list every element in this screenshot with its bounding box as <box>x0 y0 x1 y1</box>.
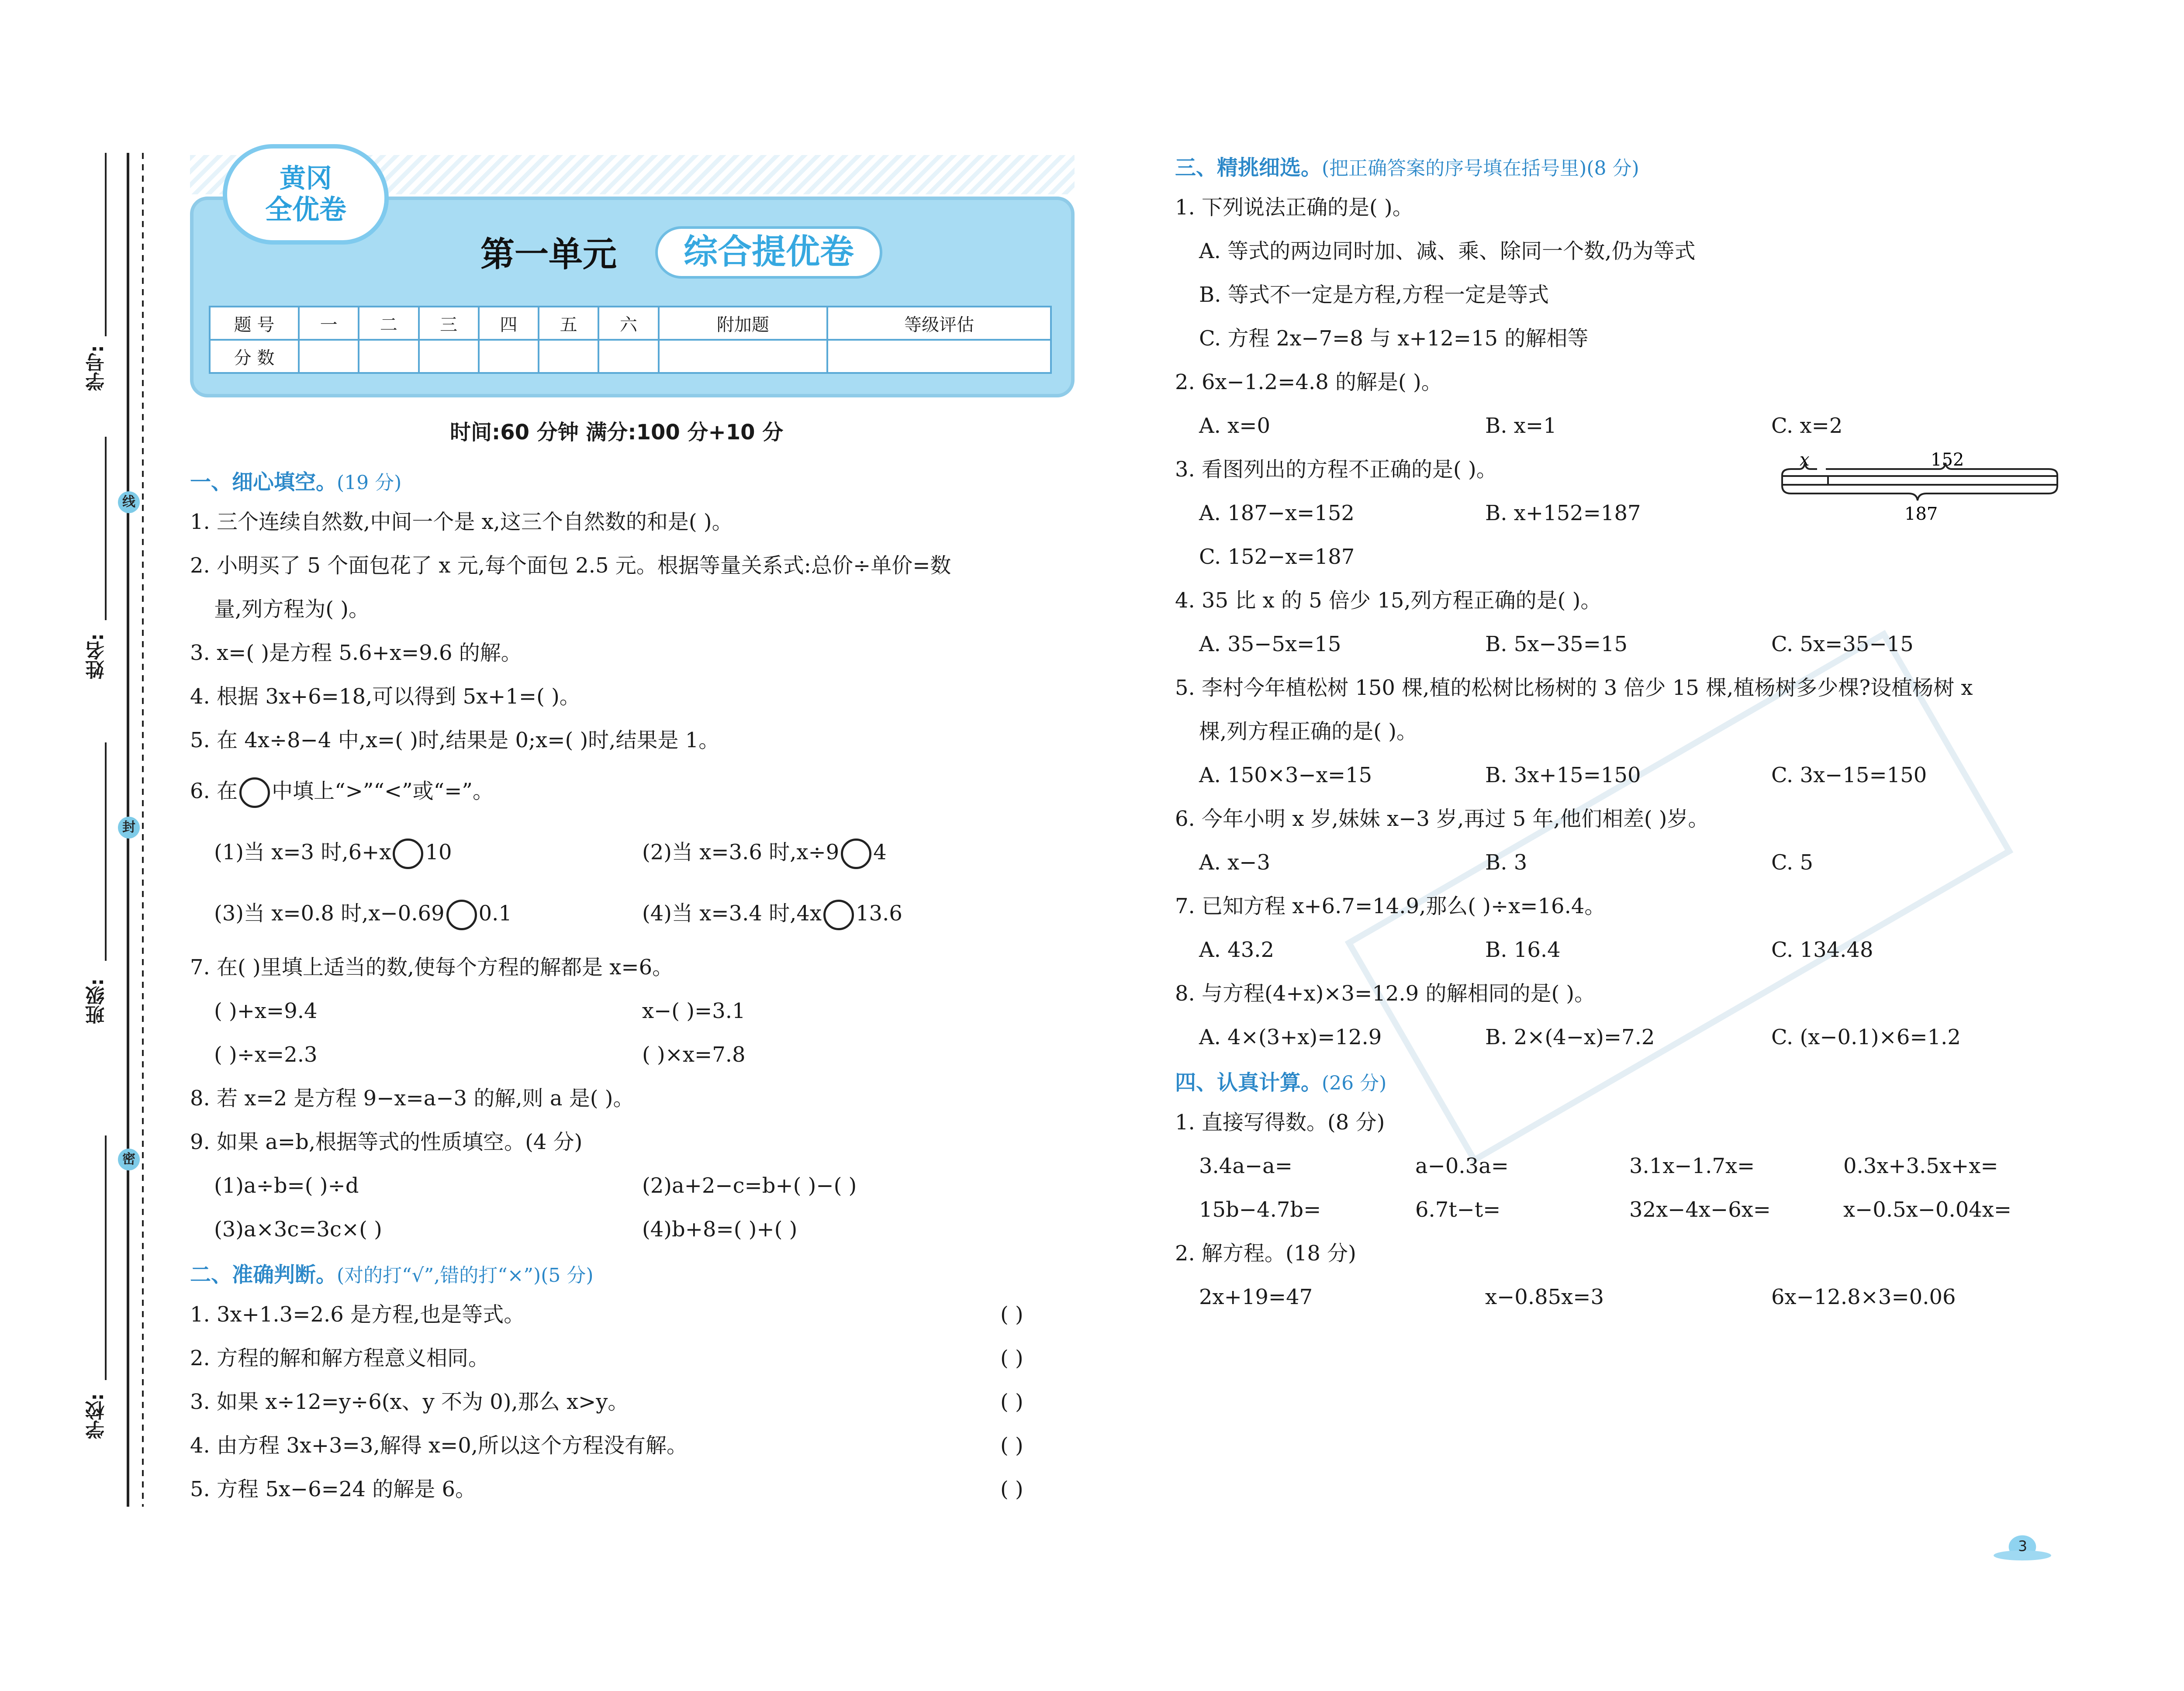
s4-q1-item: 3.4a−a= <box>1199 1154 1293 1178</box>
s2-answer-bracket[interactable]: ( ) <box>1000 1477 1023 1501</box>
s3-q4: 4. 35 比 x 的 5 倍少 15,列方程正确的是( )。 <box>1175 588 1602 613</box>
s2-answer-bracket[interactable]: ( ) <box>1000 1390 1023 1414</box>
student-number-label: 学号: <box>86 345 108 391</box>
school-label: 学校: <box>86 1393 108 1439</box>
s1-q6-1-text: (1)当 x=3 时,6+x <box>214 840 391 865</box>
s3-q3: 3. 看图列出的方程不正确的是( )。 <box>1175 457 1497 482</box>
s3-q3-opt: B. x+152=187 <box>1485 501 1641 525</box>
seal-mi: 密 <box>118 1149 140 1170</box>
s1-q3: 3. x=( )是方程 5.6+x=9.6 的解。 <box>190 641 522 665</box>
s1-q7: 7. 在( )里填上适当的数,使每个方程的解都是 x=6。 <box>190 955 674 980</box>
s3-q3-opt: A. 187−x=152 <box>1199 501 1355 525</box>
seal-line: 线 <box>118 491 140 513</box>
s1-q9-2: (2)a+2−c=b+( )−( ) <box>642 1173 857 1198</box>
s3-q2: 2. 6x−1.2=4.8 的解是( )。 <box>1175 370 1442 394</box>
s1-q6-4-value: 13.6 <box>856 901 902 926</box>
s1-q7-2: x−( )=3.1 <box>642 999 746 1023</box>
s3-q8-opt: B. 2×(4−x)=7.2 <box>1485 1025 1655 1049</box>
section3-note: (把正确答案的序号填在括号里)(8 分) <box>1322 157 1639 179</box>
section2-title <box>190 1258 594 1288</box>
s3-q3-opt: C. 152−x=187 <box>1199 545 1355 569</box>
name-line <box>105 437 107 620</box>
score-cell[interactable] <box>479 340 539 373</box>
section3-title <box>1175 151 1639 181</box>
s3-q8: 8. 与方程(4+x)×3=12.9 的解相同的是( )。 <box>1175 981 1596 1006</box>
section2-note: (对的打“√”,错的打“×”)(5 分) <box>337 1264 594 1287</box>
section1-title <box>190 465 401 495</box>
s2-item: 4. 由方程 3x+3=3,解得 x=0,所以这个方程没有解。 <box>190 1433 688 1458</box>
student-number-line <box>105 153 107 336</box>
score-header-cell: 四 <box>479 307 539 340</box>
score-cell[interactable] <box>539 340 598 373</box>
s1-q6-4 <box>642 900 902 930</box>
s4-q2-item: 2x+19=47 <box>1199 1285 1313 1309</box>
section4-title <box>1175 1066 1386 1096</box>
s4-q2-item: x−0.85x=3 <box>1485 1285 1604 1309</box>
score-cell[interactable] <box>359 340 418 373</box>
s3-q6: 6. 今年小明 x 岁,妹妹 x−3 岁,再过 5 年,他们相差( )岁。 <box>1175 807 1709 831</box>
section1-note: (19 分) <box>337 472 402 494</box>
s3-q4-opt: B. 5x−35=15 <box>1485 632 1628 656</box>
s2-answer-bracket[interactable]: ( ) <box>1000 1433 1023 1458</box>
s4-q2: 2. 解方程。(18 分) <box>1175 1241 1356 1266</box>
s2-answer-bracket[interactable]: ( ) <box>1000 1346 1023 1370</box>
s3-q7-opt: A. 43.2 <box>1199 938 1275 962</box>
section2-heading: 二、准确判断。 <box>190 1263 337 1287</box>
s3-q6-opt: B. 3 <box>1485 850 1527 875</box>
s3-q5a: 5. 李村今年植松树 150 棵,植的松树比杨树的 3 倍少 15 棵,植杨树多少棵?设植杨树 x <box>1175 676 1973 700</box>
s4-q1-item: 6.7t−t= <box>1415 1198 1501 1222</box>
s3-q5-opt: A. 150×3−x=15 <box>1199 763 1372 787</box>
s2-item: 1. 3x+1.3=2.6 是方程,也是等式。 <box>190 1302 525 1327</box>
s1-q9-4: (4)b+8=( )+( ) <box>642 1217 798 1242</box>
score-header-cell: 等级评估 <box>827 307 1051 340</box>
s1-q6-2-text: (2)当 x=3.6 时,x÷9 <box>642 840 840 865</box>
class-label: 班级: <box>86 978 108 1025</box>
score-value-row <box>210 340 1051 373</box>
s1-q7-3: ( )÷x=2.3 <box>214 1042 318 1067</box>
score-row-label: 分 数 <box>210 340 299 373</box>
diagram-bottom-label: 187 <box>1904 504 1938 524</box>
diagram-bar <box>1782 476 2057 485</box>
s3-q8-opt: A. 4×(3+x)=12.9 <box>1199 1025 1382 1049</box>
s4-q1-item: 0.3x+3.5x+x= <box>1843 1154 1998 1178</box>
s1-q7-1: ( )+x=9.4 <box>214 999 318 1023</box>
section4-heading: 四、认真计算。 <box>1175 1070 1322 1095</box>
s4-q1-item: a−0.3a= <box>1415 1154 1509 1178</box>
diagram-x-label: x <box>1800 450 1810 470</box>
answer-circle-icon[interactable] <box>841 839 871 869</box>
s1-q6-pre: 6. 在 <box>190 779 238 804</box>
s2-item: 2. 方程的解和解方程意义相同。 <box>190 1346 490 1370</box>
score-cell[interactable] <box>827 340 1051 373</box>
s2-item: 3. 如果 x÷12=y÷6(x、y 不为 0),那么 x>y。 <box>190 1390 629 1414</box>
s2-item: 5. 方程 5x−6=24 的解是 6。 <box>190 1477 477 1501</box>
s4-q1-item: 32x−4x−6x= <box>1629 1198 1771 1222</box>
score-cell[interactable] <box>419 340 479 373</box>
s3-q2-opt: C. x=2 <box>1771 414 1843 438</box>
s3-q1-c: C. 方程 2x−7=8 与 x+12=15 的解相等 <box>1199 326 1589 351</box>
s1-q6-3 <box>214 900 512 930</box>
brand-logo <box>223 144 389 245</box>
logo-line2: 全优卷 <box>265 193 346 225</box>
paper-type-badge: 综合提优卷 <box>655 226 882 279</box>
score-cell[interactable] <box>598 340 658 373</box>
s1-q8: 8. 若 x=2 是方程 9−x=a−3 的解,则 a 是( )。 <box>190 1086 634 1111</box>
s1-q6-3-text: (3)当 x=0.8 时,x−0.69 <box>214 901 445 926</box>
score-header-cell: 五 <box>539 307 598 340</box>
binding-line-dashed <box>142 153 144 1507</box>
score-header-cell: 一 <box>299 307 359 340</box>
answer-circle-icon[interactable] <box>393 839 423 869</box>
s4-q1-item: x−0.5x−0.04x= <box>1843 1198 2012 1222</box>
s3-q6-opt: C. 5 <box>1771 850 1814 875</box>
s1-q6-2-value: 4 <box>873 840 887 865</box>
s3-q4-opt: A. 35−5x=15 <box>1199 632 1341 656</box>
s1-q6-1-value: 10 <box>425 840 452 865</box>
section4-note: (26 分) <box>1322 1072 1387 1094</box>
s4-q2-item: 6x−12.8×3=0.06 <box>1771 1285 1956 1309</box>
s3-q1-b: B. 等式不一定是方程,方程一定是等式 <box>1199 283 1549 307</box>
diagram-top-label: 152 <box>1931 450 1964 470</box>
s3-q4-opt: C. 5x=35−15 <box>1771 632 1914 656</box>
s4-q1-item: 3.1x−1.7x= <box>1629 1154 1755 1178</box>
s1-q6-3-value: 0.1 <box>478 901 512 926</box>
score-header-cell: 附加题 <box>659 307 828 340</box>
s3-q6-opt: A. x−3 <box>1199 850 1271 875</box>
s3-q2-opt: B. x=1 <box>1485 414 1557 438</box>
answer-circle-icon[interactable] <box>446 900 477 930</box>
s3-q7-opt: C. 134.48 <box>1771 938 1873 962</box>
s3-q7: 7. 已知方程 x+6.7=14.9,那么( )÷x=16.4。 <box>1175 894 1606 918</box>
page-number: 3 <box>2018 1537 2028 1555</box>
score-header-cell: 二 <box>359 307 418 340</box>
s1-q6-4-text: (4)当 x=3.4 时,4x <box>642 901 822 926</box>
score-cell[interactable] <box>659 340 828 373</box>
s1-q2b: 量,列方程为( )。 <box>214 597 370 621</box>
s1-q6-2 <box>642 839 887 869</box>
s2-answer-bracket[interactable]: ( ) <box>1000 1302 1023 1327</box>
s1-q9-1: (1)a÷b=( )÷d <box>214 1173 359 1198</box>
class-line <box>105 742 107 961</box>
time-info: 时间:60 分钟 满分:100 分+10 分 <box>450 420 784 445</box>
unit-title: 第一单元 <box>480 235 617 274</box>
s1-q9-3: (3)a×3c=3c×( ) <box>214 1217 382 1242</box>
s3-q7-opt: B. 16.4 <box>1485 938 1561 962</box>
score-header-cell: 六 <box>598 307 658 340</box>
s3-q8-opt: C. (x−0.1)×6=1.2 <box>1771 1025 1961 1049</box>
s1-q1: 1. 三个连续自然数,中间一个是 x,这三个自然数的和是( )。 <box>190 510 733 534</box>
line-segment-diagram <box>1773 450 2070 528</box>
score-header-cell: 三 <box>419 307 479 340</box>
page-number-badge <box>1992 1533 2053 1572</box>
s3-q5-opt: B. 3x+15=150 <box>1485 763 1641 787</box>
s1-q2a: 2. 小明买了 5 个面包花了 x 元,每个面包 2.5 元。根据等量关系式:总价÷单价=数 <box>190 553 951 578</box>
s1-q4: 4. 根据 3x+6=18,可以得到 5x+1=( )。 <box>190 684 581 709</box>
s3-q1: 1. 下列说法正确的是( )。 <box>1175 195 1413 220</box>
s1-q7-4: ( )×x=7.8 <box>642 1042 746 1067</box>
s3-q2-opt: A. x=0 <box>1199 414 1271 438</box>
s1-q6 <box>190 777 494 808</box>
score-header-cell: 题 号 <box>210 307 299 340</box>
s1-q5: 5. 在 4x÷8−4 中,x=( )时,结果是 0;x=( )时,结果是 1。 <box>190 728 720 752</box>
score-table <box>209 306 1052 374</box>
answer-circle-icon <box>239 777 270 808</box>
s1-q6-1 <box>214 839 452 869</box>
school-line <box>105 1135 107 1380</box>
s1-q6-post: 中填上“>”“<”或“=”。 <box>272 779 494 804</box>
name-label: 姓名: <box>86 633 108 680</box>
s3-q1-a: A. 等式的两边同时加、减、乘、除同一个数,仍为等式 <box>1199 239 1696 263</box>
s3-q5b: 棵,列方程正确的是( )。 <box>1199 719 1417 744</box>
s1-q9: 9. 如果 a=b,根据等式的性质填空。(4 分) <box>190 1130 583 1154</box>
diagram-bottom-brace <box>1782 486 2057 500</box>
seal-feng: 封 <box>118 817 140 839</box>
score-header-row <box>210 307 1051 340</box>
section1-heading: 一、细心填空。 <box>190 470 337 494</box>
logo-line1: 黄冈 <box>280 163 332 194</box>
score-cell[interactable] <box>299 340 359 373</box>
answer-circle-icon[interactable] <box>823 900 854 930</box>
s3-q5-opt: C. 3x−15=150 <box>1771 763 1927 787</box>
s4-q1: 1. 直接写得数。(8 分) <box>1175 1110 1385 1135</box>
s4-q1-item: 15b−4.7b= <box>1199 1198 1321 1222</box>
section3-heading: 三、精挑细选。 <box>1175 155 1322 180</box>
